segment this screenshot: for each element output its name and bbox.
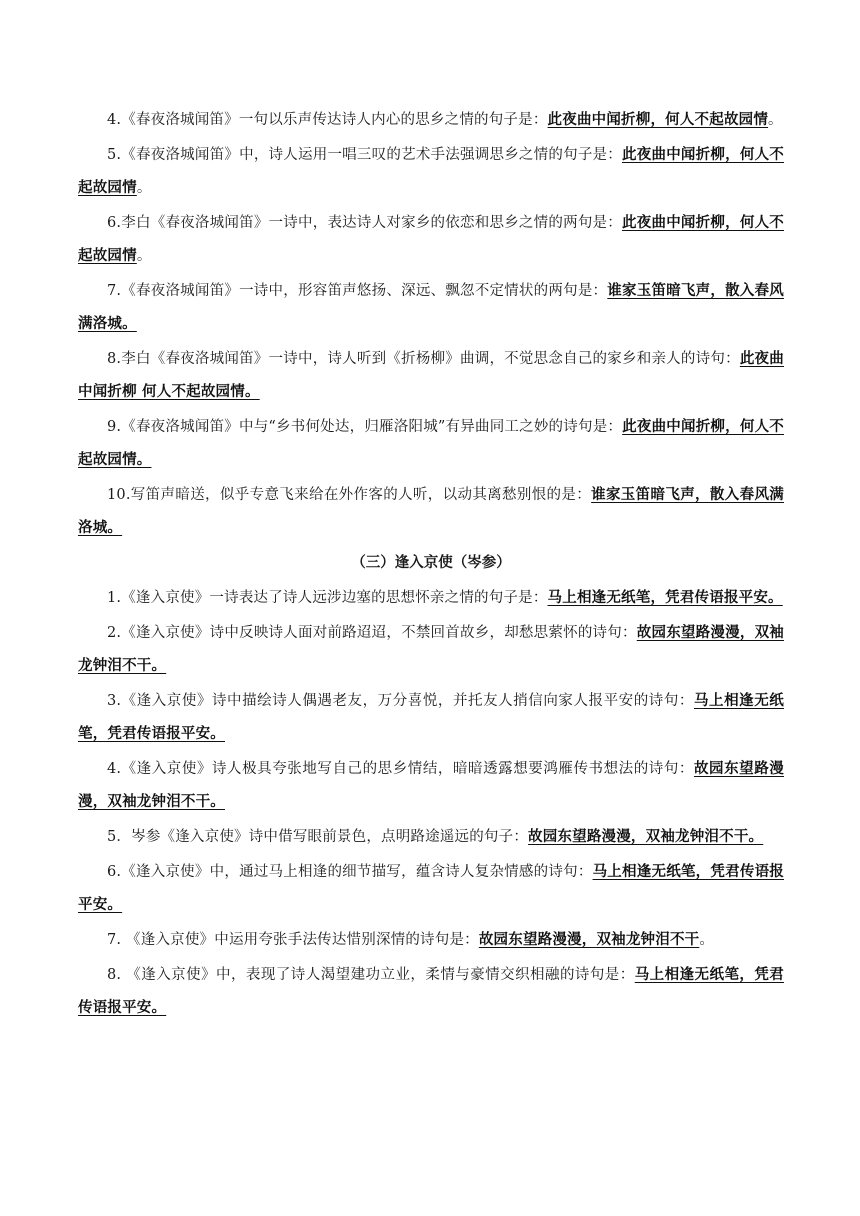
answer-text: 马上相逢无纸笔，凭君传语报平安。 xyxy=(78,967,785,1016)
question-item xyxy=(78,411,784,477)
answer-text: 谁家玉笛暗飞声，散入春风满洛城。 xyxy=(78,487,784,536)
question-text: 10.写笛声暗送，似乎专意飞来给在外作客的人听，以动其离愁别恨的是： xyxy=(107,487,592,503)
question-text: 4.《春夜洛城闻笛》一句以乐声传达诗人内心的思乡之情的句子是： xyxy=(107,112,548,128)
question-text: 8. 《逢入京使》中，表现了诗人渴望建功立业，柔情与豪情交织相融的诗句是： xyxy=(107,967,635,983)
question-end: 。 xyxy=(768,112,783,128)
question-text: 7.《春夜洛城闻笛》一诗中，形容笛声悠扬、深远、飘忽不定情状的两句是： xyxy=(107,283,608,299)
question-item xyxy=(78,753,784,819)
question-item xyxy=(78,685,784,751)
answer-text: 谁家玉笛暗飞声，散入春风满洛城。 xyxy=(78,283,784,332)
question-item xyxy=(78,275,784,341)
question-item xyxy=(78,924,784,957)
answer-text: 此夜曲中闻折柳，何人不起故园情 xyxy=(78,215,784,264)
answer-text: 故园东望路漫漫，双袖龙钟泪不干。 xyxy=(78,761,784,810)
question-end: 。 xyxy=(699,932,715,948)
question-text: 5．岑参《逢入京使》诗中借写眼前景色，点明路途遥远的句子： xyxy=(107,829,529,845)
section-title: （三）逢入京使（岑参） xyxy=(351,555,511,571)
question-item xyxy=(78,343,784,409)
question-item xyxy=(78,856,784,922)
answer-text: 此夜曲中闻折柳 何人不起故园情。 xyxy=(78,351,784,400)
question-text: 3.《逢入京使》诗中描绘诗人偶遇老友，万分喜悦，并托友人捎信向家人报平安的诗句： xyxy=(107,693,694,709)
question-text: 9.《春夜洛城闻笛》中与“乡书何处达，归雁洛阳城”有异曲同工之妙的诗句是： xyxy=(107,419,623,435)
answer-text: 故园东望路漫漫，双袖龙钟泪不干。 xyxy=(528,829,764,845)
question-item xyxy=(78,207,784,273)
question-text: 1.《逢入京使》一诗表达了诗人远涉边塞的思想怀亲之情的句子是： xyxy=(107,590,548,606)
question-text: 7. 《逢入京使》中运用夸张手法传达惜别深情的诗句是： xyxy=(107,932,479,948)
answer-text: 故园东望路漫漫，双袖龙钟泪不干 xyxy=(478,932,700,948)
question-text: 5.《春夜洛城闻笛》中，诗人运用一唱三叹的艺术手法强调思乡之情的句子是： xyxy=(107,147,623,163)
document-page xyxy=(78,104,784,1027)
answer-text: 马上相逢无纸笔，凭君传语报平安。 xyxy=(78,864,784,913)
question-item xyxy=(78,582,784,615)
question-text: 8.李白《春夜洛城闻笛》一诗中，诗人听到《折杨柳》曲调，不觉思念自己的家乡和亲人的诗句： xyxy=(107,351,740,367)
question-text: 4.《逢入京使》诗人极具夸张地写自己的思乡情结，暗暗透露想要鸿雁传书想法的诗句： xyxy=(107,761,694,777)
answer-text: 此夜曲中闻折柳，何人不起故园情。 xyxy=(78,419,784,468)
question-end: 。 xyxy=(136,248,152,264)
answer-text: 此夜曲中闻折柳，何人不起故园情 xyxy=(78,147,784,196)
question-item xyxy=(78,104,784,137)
question-item xyxy=(78,959,784,1025)
answer-text: 故园东望路漫漫，双袖龙钟泪不干。 xyxy=(78,625,785,674)
question-item xyxy=(78,617,784,683)
answer-text: 此夜曲中闻折柳，何人不起故园情 xyxy=(547,112,769,128)
answer-text: 马上相逢无纸笔，凭君传语报平安。 xyxy=(547,590,783,606)
question-item xyxy=(78,479,784,545)
question-end: 。 xyxy=(136,180,152,196)
question-item xyxy=(78,821,784,854)
answer-text: 马上相逢无纸笔，凭君传语报平安。 xyxy=(78,693,784,742)
question-text: 2.《逢入京使》诗中反映诗人面对前路迢迢，不禁回首故乡，却愁思萦怀的诗句： xyxy=(107,625,637,641)
question-item xyxy=(78,139,784,205)
question-text: 6.《逢入京使》中，通过马上相逢的细节描写，蕴含诗人复杂情感的诗句： xyxy=(107,864,593,880)
question-text: 6.李白《春夜洛城闻笛》一诗中，表达诗人对家乡的依恋和思乡之情的两句是： xyxy=(107,215,623,231)
